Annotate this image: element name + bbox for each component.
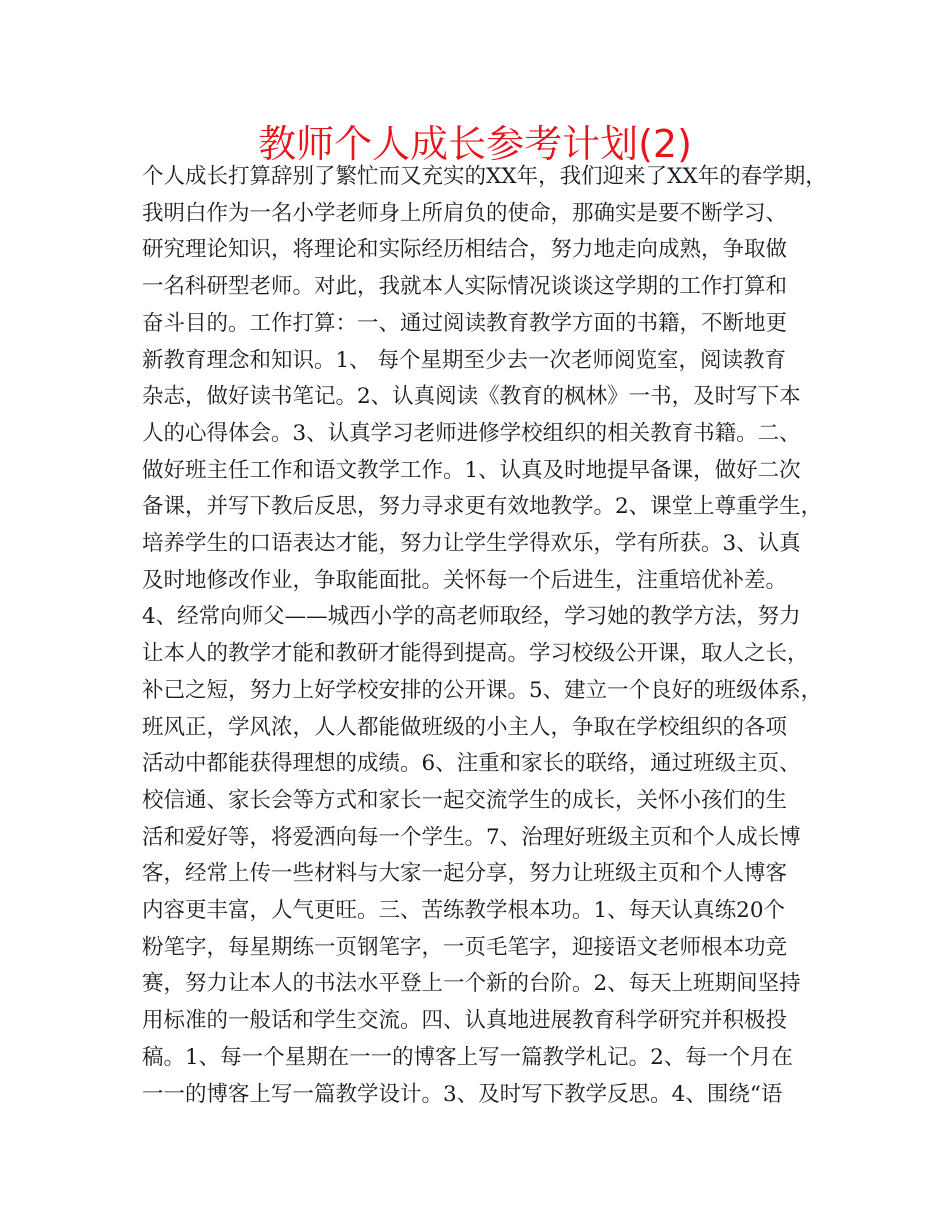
body-line: 赛，努力让本人的书法水平登上一个新的台阶。2、每天上班期间坚持	[142, 971, 801, 997]
body-line: 做好班主任工作和语文教学工作。1、认真及时地提早备课，做好二次	[142, 457, 801, 483]
body-line: 奋斗目的。工作打算：一、通过阅读教育教学方面的书籍，不断地更	[142, 310, 788, 336]
body-line: 杂志，做好读书笔记。2、认真阅读《教育的枫林》一书，及时写下本	[142, 384, 801, 410]
body-line: 班风正，学风浓，人人都能做班级的小主人，争取在学校组织的各项	[142, 714, 788, 740]
body-line: 人的心得体会。3、认真学习老师进修学校组织的相关教育书籍。二、	[142, 420, 801, 446]
body-line: 内容更丰富，人气更旺。三、苦练教学根本功。1、每天认真练20个	[142, 898, 786, 924]
body-line: 稿。1、每一个星期在一一的博客上写一篇教学札记。2、每一个月在	[142, 1044, 793, 1070]
body-line: 备课，并写下教后反思，努力寻求更有效地教学。2、课堂上尊重学生，	[142, 494, 823, 520]
body-line: 培养学生的口语表达才能，努力让学生学得欢乐，学有所获。3、认真	[142, 531, 801, 557]
body-line: 客，经常上传一些材料与大家一起分享，努力让班级主页和个人博客	[142, 861, 788, 887]
body-line: 粉笔字，每星期练一页钢笔字，一页毛笔字，迎接语文老师根本功竞	[142, 934, 788, 960]
body-line: 个人成长打算辞别了繁忙而又充实的XX年，我们迎来了XX年的春学期，	[142, 164, 827, 189]
body-line: 校信通、家长会等方式和家长一起交流学生的成长，关怀小孩们的生	[142, 787, 788, 813]
body-line: 新教育理念和知识。1、 每个星期至少去一次老师阅览室，阅读教育	[142, 347, 787, 373]
body-line: 活和爱好等，将爱洒向每一个学生。7、治理好班级主页和个人成长博	[142, 824, 801, 850]
document-title: 教师个人成长参考计划(2)	[258, 122, 692, 166]
body-line: 一一的博客上写一篇教学设计。3、及时写下教学反思。4、围绕“语	[142, 1081, 783, 1107]
body-line: 用标准的一般话和学生交流。四、认真地进展教育科学研究并积极投	[142, 1008, 788, 1034]
body-line: 我明白作为一名小学老师身上所肩负的使命，那确实是要不断学习、	[142, 200, 788, 226]
body-line: 让本人的教学才能和教研才能得到提高。学习校级公开课，取人之长，	[142, 641, 809, 667]
body-line: 及时地修改作业，争取能面批。关怀每一个后进生，注重培优补差。	[142, 567, 788, 593]
body-line: 活动中都能获得理想的成绩。6、注重和家长的联络，通过班级主页、	[142, 751, 801, 777]
body-line: 研究理论知识，将理论和实际经历相结合，努力地走向成熟，争取做	[142, 237, 788, 263]
document-body	[142, 159, 842, 1113]
body-line: 4、经常向师父——城西小学的高老师取经，学习她的教学方法，努力	[142, 604, 801, 630]
body-line: 一名科研型老师。对此，我就本人实际情况谈谈这学期的工作打算和	[142, 274, 788, 300]
body-line: 补己之短，努力上好学校安排的公开课。5、建立一个良好的班级体系，	[142, 677, 823, 703]
